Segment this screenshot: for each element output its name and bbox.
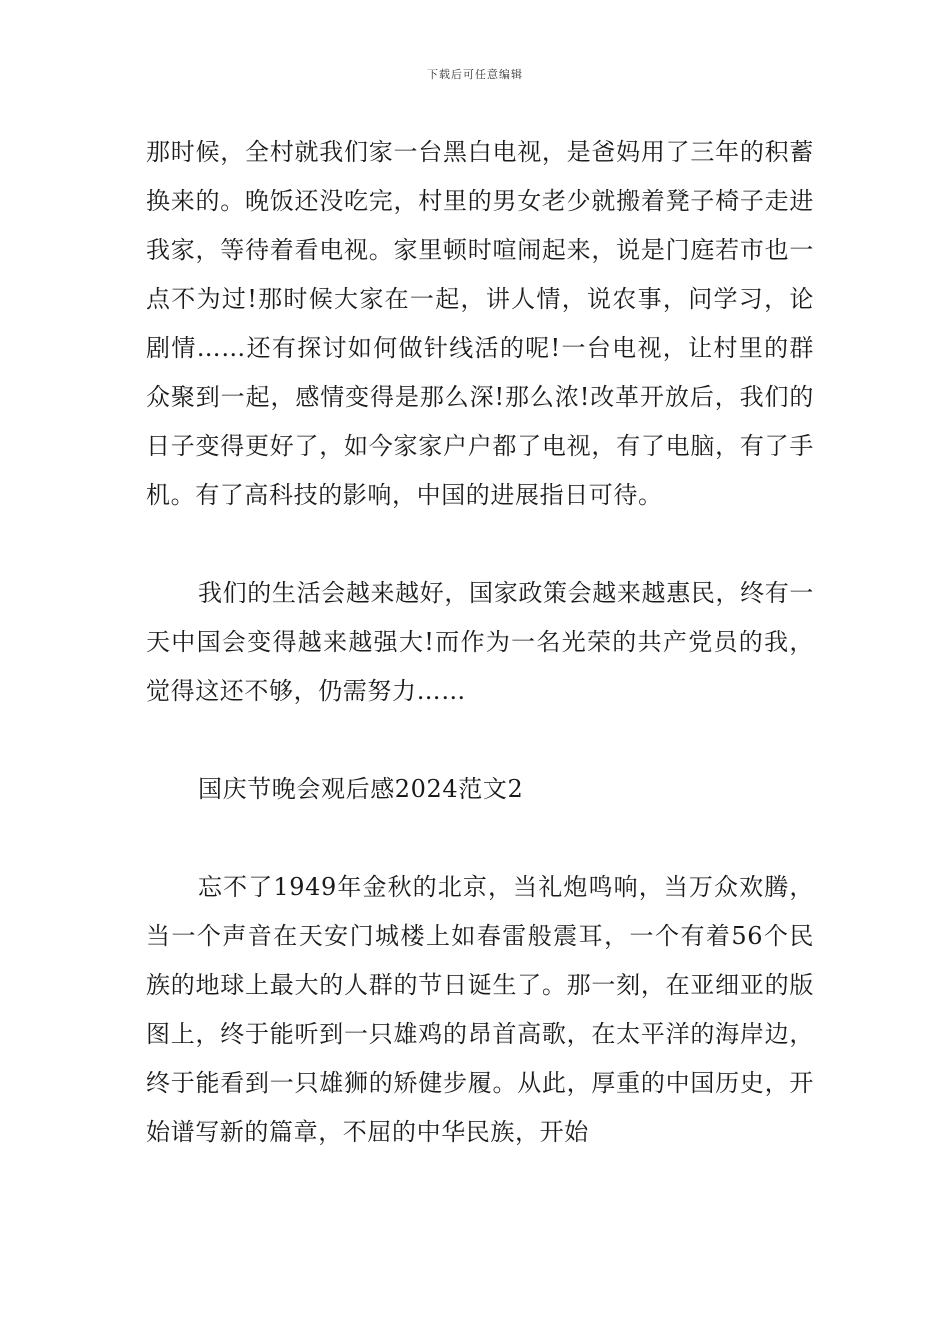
paragraph-1: 那时候，全村就我们家一台黑白电视，是爸妈用了三年的积蓄换来的。晚饭还没吃完，村里的男女老少就搬着凳子椅子走进我家，等待着看电视。家里顿时喧闹起来，说是门庭若市也一点不为过!那时候大家在一起，讲人情，说农事，问学习，论剧情……还有探讨如何做针线活的呢!一台电视，让村里的群众聚到一起，感情变得是那么深!那么浓!改革开放后，我们的日子变得更好了，如今家家户户都了电视，有了电脑，有了手机。有了高科技的影响，中国的进展指日可待。 [146, 138, 814, 509]
paragraph-gap [146, 520, 814, 569]
header-note: 下载后可任意编辑 [427, 68, 523, 81]
section-title: 国庆节晚会观后感2024范文2 [198, 775, 524, 803]
document-body [146, 128, 814, 1157]
paragraph-gap [146, 814, 814, 863]
paragraph-gap [146, 716, 814, 765]
paragraph-3: 忘不了1949年金秋的北京，当礼炮鸣响，当万众欢腾，当一个声音在天安门城楼上如春雷般震耳，一个有着56个民族的地球上最大的人群的节日诞生了。那一刻，在亚细亚的版图上，终于能听到一只雄鸡的昂首高歌，在太平洋的海岸边，终于能看到一只雄狮的矫健步履。从此，厚重的中国历史，开始谱写新的篇章，不屈的中华民族，开始 [146, 873, 814, 1146]
paragraph-2: 我们的生活会越来越好，国家政策会越来越惠民，终有一天中国会变得越来越强大!而作为一名光荣的共产党员的我，觉得这还不够，仍需努力…… [146, 579, 814, 705]
